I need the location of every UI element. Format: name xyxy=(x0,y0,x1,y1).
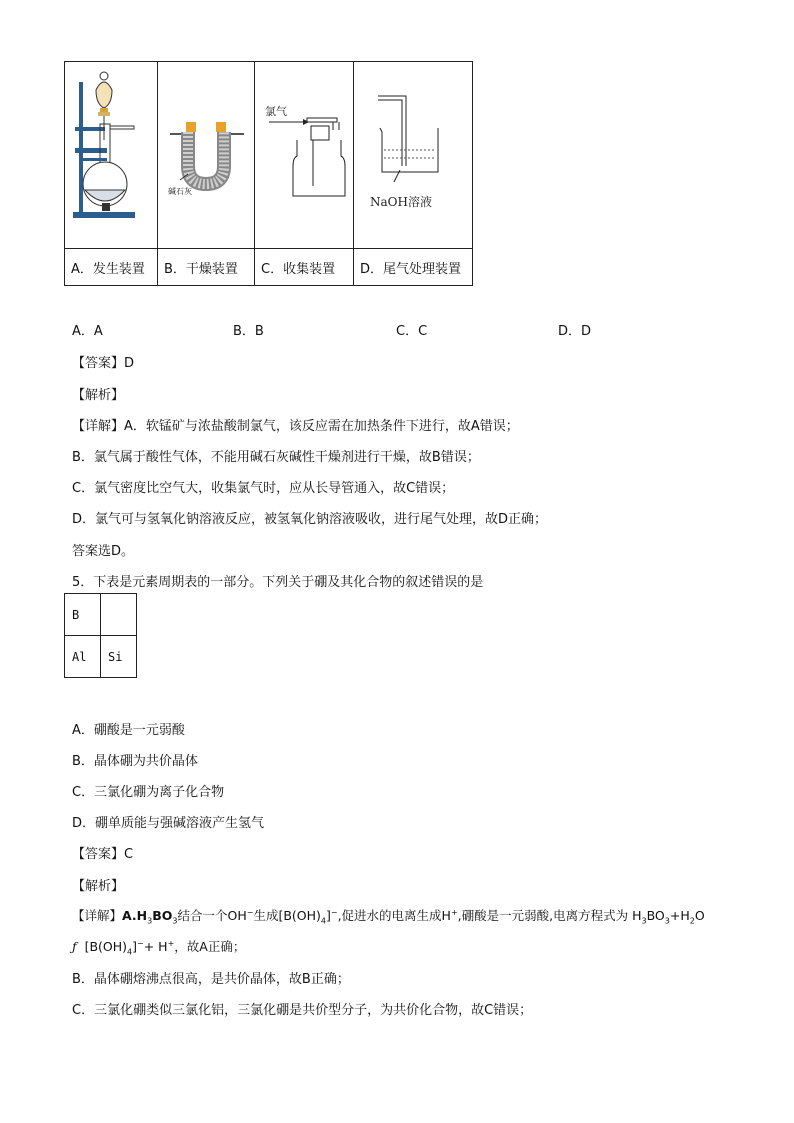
drying-apparatus-image xyxy=(158,62,254,244)
q4-detail-c: C．氯气密度比空气大，收集氯气时，应从长导管通入，故C错误； xyxy=(72,481,455,496)
element-cell-b: B xyxy=(65,594,101,636)
subscript: 3 xyxy=(664,916,670,926)
collection-apparatus-image xyxy=(255,62,353,244)
text-part: ，故A正确； xyxy=(174,939,246,954)
generation-apparatus-image xyxy=(65,62,157,244)
superscript: − xyxy=(246,907,254,917)
q5-option-a: A．硼酸是一元弱酸 xyxy=(72,723,185,738)
text-part: ,促进水的电离生成H xyxy=(337,908,451,923)
caption-generation: A．发生装置 xyxy=(65,249,158,286)
apparatus-b-cell xyxy=(158,62,255,249)
q5-option-d: D．硼单质能与强碱溶液产生氢气 xyxy=(72,816,265,831)
element-cell-si: Si xyxy=(101,636,137,678)
q4-detail-a: 【详解】A．软锰矿与浓盐酸制氯气，该反应需在加热条件下进行，故A错误； xyxy=(72,419,519,434)
superscript: + xyxy=(167,938,175,948)
q5-detail-a-line2 xyxy=(72,937,245,957)
naoh-solution-label: NaOH溶液 xyxy=(370,195,432,209)
q4-option-d: D．D xyxy=(558,324,592,339)
apparatus-table xyxy=(64,61,473,286)
subscript: 3 xyxy=(641,916,647,926)
subscript: 3 xyxy=(147,916,153,926)
q5-stem: 5．下表是元素周期表的一部分。下列关于硼及其化合物的叙述错误的是 xyxy=(72,575,484,590)
q4-detail-d: D．氯气可与氢氧化钠溶液反应，被氢氧化钠溶液吸收，进行尾气处理，故D正确； xyxy=(72,512,548,527)
caption-drying: B．干燥装置 xyxy=(158,249,255,286)
caption-tail-gas: D．尾气处理装置 xyxy=(354,249,473,286)
detail-heading: 【详解】 xyxy=(72,908,123,923)
q5-answer: 【答案】C xyxy=(72,847,134,862)
superscript: − xyxy=(137,938,144,948)
q5-detail-a-line1 xyxy=(72,906,705,926)
text-part: O xyxy=(694,908,705,923)
tail-gas-apparatus-image xyxy=(354,62,472,244)
q5-detail-b: B．晶体硼熔沸点很高，是共价晶体，故B正确； xyxy=(72,972,350,987)
q5-option-b: B．晶体硼为共价晶体 xyxy=(72,754,198,769)
text-part: +H xyxy=(669,908,690,923)
apparatus-c-cell xyxy=(255,62,354,249)
subscript: 2 xyxy=(689,916,695,926)
formula-part: BO xyxy=(152,908,173,923)
text-part: [B(OH) xyxy=(84,939,128,954)
q5-analysis-heading: 【解析】 xyxy=(72,879,125,894)
q4-analysis-heading: 【解析】 xyxy=(72,388,125,403)
text-part: 结合一个OH xyxy=(177,908,247,923)
formula-part: A.H xyxy=(122,908,148,923)
reversible-arrow-glyph: ƒ xyxy=(72,939,77,954)
subscript: 3 xyxy=(172,916,178,926)
superscript: − xyxy=(330,907,338,917)
soda-lime-label: 碱石灰 xyxy=(168,187,192,196)
q4-option-b: B．B xyxy=(233,324,264,339)
apparatus-a-cell xyxy=(65,62,158,249)
q5-detail-c: C．三氯化硼类似三氯化铝，三氯化硼是共价型分子，为共价化合物，故C错误； xyxy=(72,1003,533,1018)
chlorine-label: 氯气 xyxy=(265,105,287,118)
text-part: BO xyxy=(646,908,665,923)
text-part: + H xyxy=(143,939,168,954)
q4-detail-b: B．氯气属于酸性气体，不能用碱石灰碱性干燥剂进行干燥，故B错误； xyxy=(72,450,480,465)
subscript: 4 xyxy=(320,916,326,926)
text-part: 生成[B(OH) xyxy=(253,908,321,923)
element-cell-empty xyxy=(101,594,137,636)
q4-conclusion: 答案选D。 xyxy=(72,544,135,559)
text-part: ] xyxy=(325,908,331,923)
q4-option-a: A．A xyxy=(72,324,103,339)
periodic-table-fragment xyxy=(64,593,137,678)
text-part: ] xyxy=(132,939,138,954)
caption-collection: C．收集装置 xyxy=(255,249,354,286)
q5-option-c: C．三氯化硼为离子化合物 xyxy=(72,785,225,800)
subscript: 4 xyxy=(127,947,133,957)
superscript: + xyxy=(450,907,458,917)
apparatus-d-cell xyxy=(354,62,473,249)
element-cell-al: Al xyxy=(65,636,101,678)
q4-answer: 【答案】D xyxy=(72,356,135,371)
q4-option-c: C．C xyxy=(396,324,428,339)
text-part: ,硼酸是一元弱酸,电离方程式为 H xyxy=(457,908,642,923)
